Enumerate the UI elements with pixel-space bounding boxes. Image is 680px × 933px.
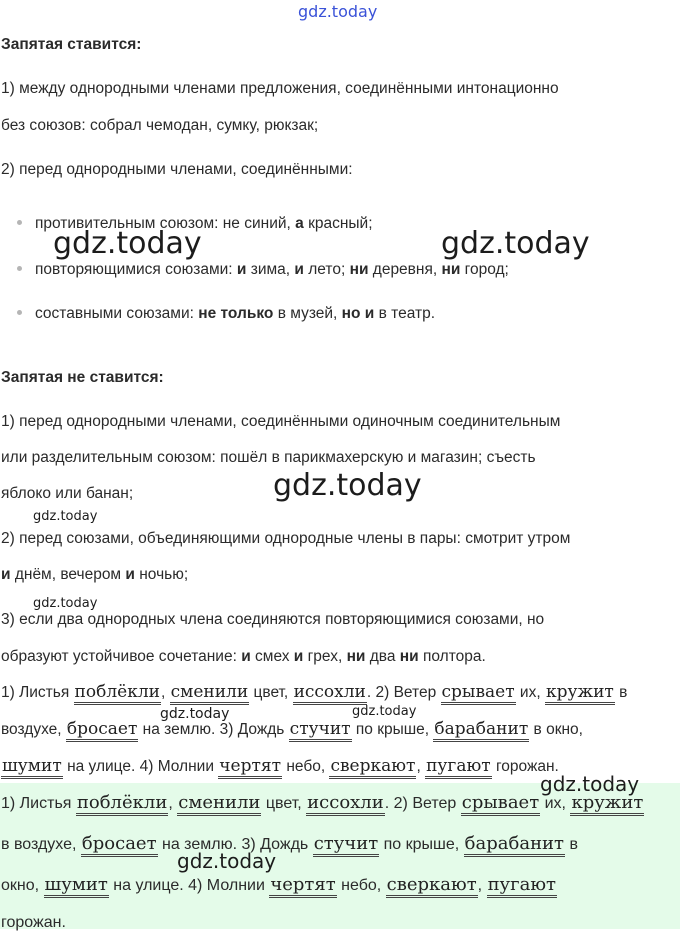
rule-no-p3-line2: образуют устойчивое сочетание: и смех и грех, ни два ни полтора. — [1, 648, 486, 665]
answer-line-4: горожан. — [1, 914, 66, 931]
answer-line-3: окно, шумит на улице. 4) Молнии чертят небо, сверкают, пугают — [1, 875, 557, 896]
bullet-compound: составными союзами: не только в музей, но и в театр. — [17, 304, 435, 324]
predicate: кружит — [545, 682, 615, 705]
predicate: иссохли — [306, 792, 385, 816]
predicate: сверкают — [329, 756, 416, 779]
predicate: чертят — [218, 756, 282, 779]
predicate: чертят — [269, 874, 336, 898]
watermark: gdz.today — [540, 772, 640, 796]
watermark: gdz.today — [177, 849, 277, 873]
predicate: кружит — [570, 792, 644, 816]
bullet-dot-icon — [17, 310, 22, 315]
rule-no-p3-line1: 3) если два однородных члена соединяются повторяющимися союзами, но — [1, 611, 545, 628]
rule-no-p2-line2: и днём, вечером и ночью; — [1, 566, 189, 583]
bullet-dot-icon — [17, 220, 22, 225]
predicate: шумит — [44, 874, 109, 898]
predicate: поблёкли — [74, 682, 161, 705]
watermark: gdz.today — [160, 706, 230, 722]
predicate: сверкают — [386, 874, 478, 898]
predicate: сменили — [177, 792, 261, 816]
predicate: пугают — [425, 756, 492, 779]
watermark: gdz.today — [33, 509, 98, 524]
predicate: поблёкли — [76, 792, 168, 816]
predicate: стучит — [289, 719, 352, 742]
predicate: стучит — [313, 833, 380, 857]
predicate: шумит — [1, 756, 63, 779]
bullet-repeated: повторяющимися союзами: и зима, и лето; ни деревня, ни город; — [17, 260, 509, 280]
predicate: сменили — [170, 682, 250, 705]
predicate: барабанит — [464, 833, 565, 857]
bullet-adversative: противительным союзом: не синий, а красный; — [17, 214, 373, 234]
watermark-top: gdz.today — [298, 2, 378, 21]
rule-yes-p1-line1: 1) между однородными членами предложения, соединёнными интонационно — [1, 80, 559, 97]
watermark: gdz.today — [53, 226, 202, 261]
predicate: срывает — [441, 682, 516, 705]
bullet-dot-icon — [17, 266, 22, 271]
predicate: пугают — [487, 874, 557, 898]
predicate: бросает — [81, 833, 158, 857]
heading-comma-placed: Запятая ставится: — [1, 36, 142, 53]
predicate: иссохли — [293, 682, 367, 705]
predicate: срывает — [461, 792, 540, 816]
rule-no-p1-line1: 1) перед однородными членами, соединёнными одиночным соединительным — [1, 413, 561, 430]
rule-yes-p1-line2: без союзов: собрал чемодан, сумку, рюкзак; — [1, 117, 319, 134]
exercise-line-1: 1) Листья поблёкли, сменили цвет, иссохли. 2) Ветер срывает их, кружит в — [1, 682, 627, 703]
heading-comma-not-placed: Запятая не ставится: — [1, 369, 164, 386]
answer-line-2: в воздухе, бросает на землю. 3) Дождь стучит по крыше, барабанит в — [1, 834, 578, 855]
watermark: gdz.today — [352, 704, 417, 719]
answer-highlight-block — [0, 783, 680, 929]
rule-no-p1-line2: или разделительным союзом: пошёл в парикмахерскую и магазин; съесть — [1, 449, 536, 466]
rule-no-p1-line3: яблоко или банан; — [1, 485, 134, 502]
answer-line-1: 1) Листья поблёкли, сменили цвет, иссохли. 2) Ветер срывает их, кружит — [1, 793, 644, 814]
exercise-line-2: воздухе, бросает на землю. 3) Дождь стучит по крыше, барабанит в окно, — [1, 719, 583, 740]
watermark: gdz.today — [33, 596, 98, 611]
exercise-line-3: шумит на улице. 4) Молнии чертят небо, сверкают, пугают горожан. — [1, 756, 559, 777]
predicate: барабанит — [433, 719, 529, 742]
predicate: бросает — [66, 719, 138, 742]
watermark: gdz.today — [273, 468, 422, 503]
rule-no-p2-line1: 2) перед союзами, объединяющими однородные члены в пары: смотрит утром — [1, 530, 571, 547]
watermark: gdz.today — [441, 226, 590, 261]
rule-yes-p2: 2) перед однородными членами, соединёнными: — [1, 161, 353, 178]
